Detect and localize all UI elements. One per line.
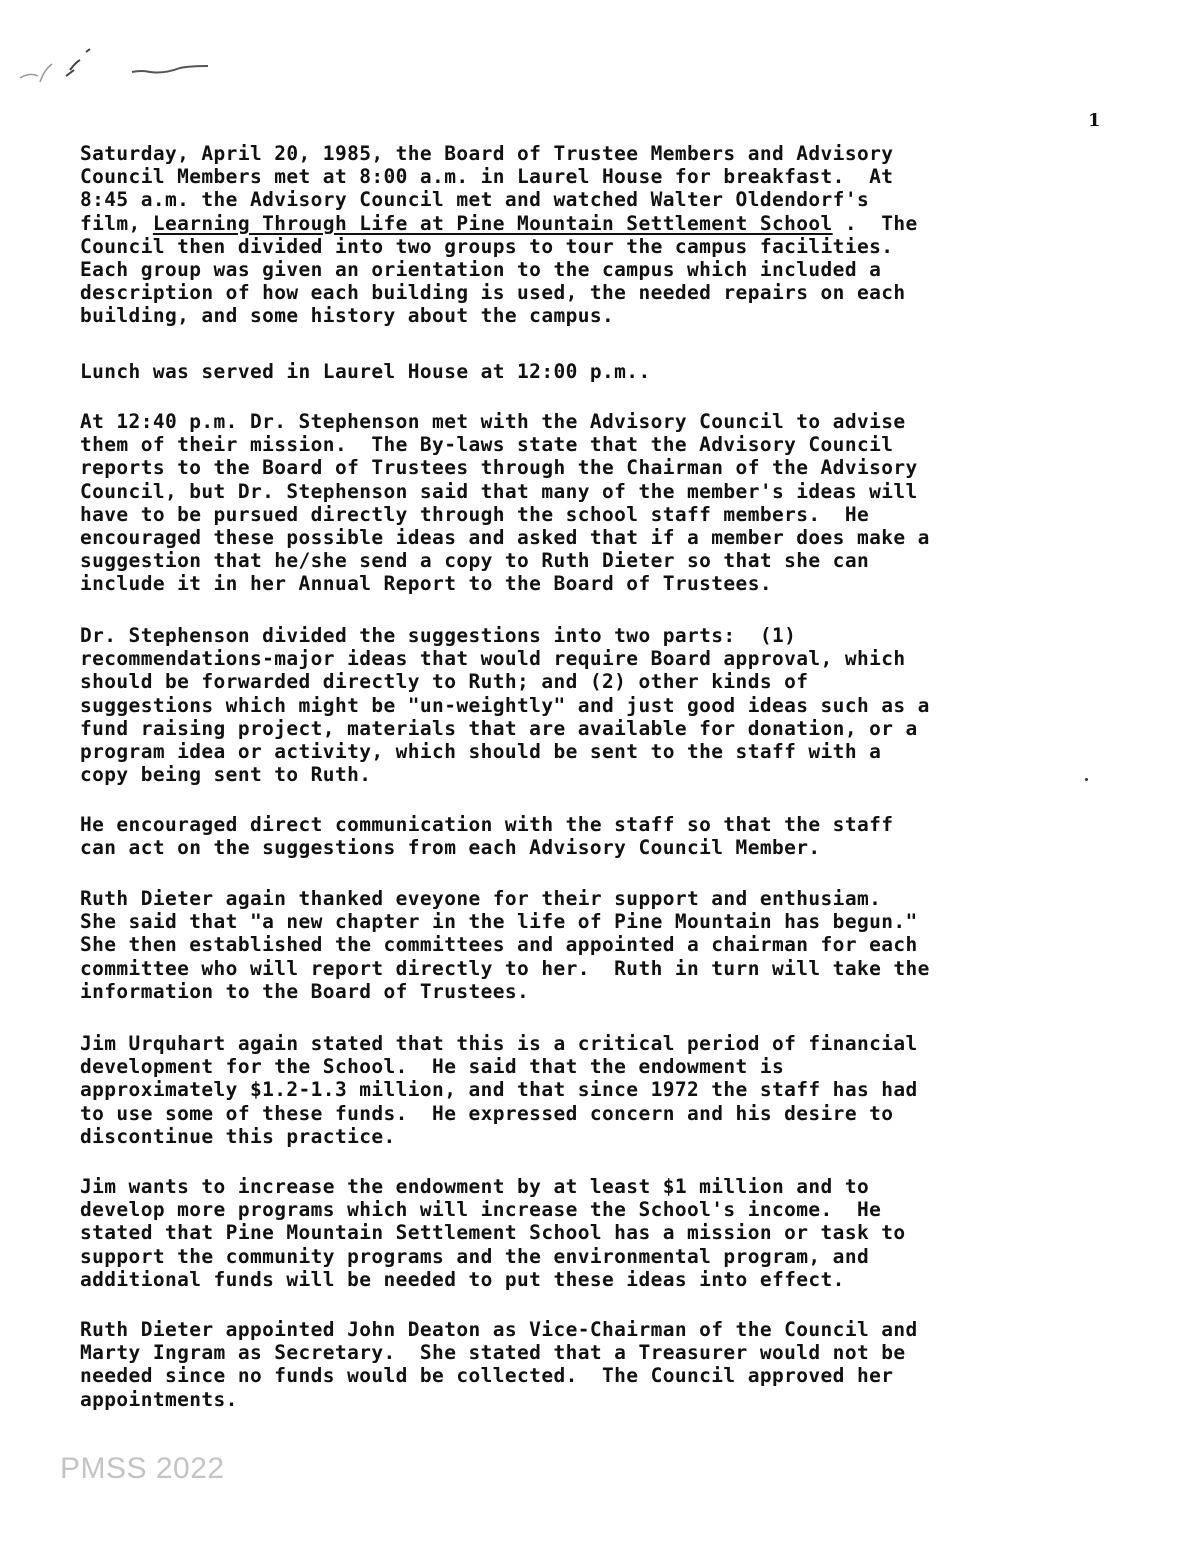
text-line: Jim wants to increase the endowment by at least $1 million and to (80, 1175, 870, 1198)
text-line: to use some of these funds. He expressed concern and his desire to (80, 1101, 894, 1125)
text-line: He encouraged direct communication with the staff so that the staff (80, 813, 894, 836)
text-line: Dr. Stephenson divided the suggestions into two parts: (1) (80, 624, 797, 647)
text-line: recommendations-major ideas that would require Board approval, which (80, 647, 906, 671)
handwritten-scribble (0, 40, 230, 100)
text-line: fund raising project, materials that are available for donation, or a (80, 716, 918, 740)
text-segment: film, (80, 211, 153, 235)
text-line (80, 212, 1100, 235)
text-line: Saturday, April 20, 1985, the Board of Trustee Members and Advisory (80, 142, 894, 165)
text-line: include it in her Annual Report to the Board of Trustees. (80, 572, 772, 596)
paragraph (80, 360, 1100, 383)
paragraph (80, 142, 1100, 328)
text-line: Ruth Dieter appointed John Deaton as Vice-Chairman of the Council and (80, 1318, 918, 1341)
text-line: reports to the Board of Trustees through the Chairman of the Advisory (80, 456, 918, 480)
text-line: Council, but Dr. Stephenson said that many of the member's ideas will (80, 479, 918, 503)
text-line: program idea or activity, which should be sent to the staff with a (80, 740, 882, 764)
text-line: Each group was given an orientation to the campus which included a (80, 258, 882, 282)
paragraph (80, 624, 1100, 786)
text-line: them of their mission. The By-laws state that the Advisory Council (80, 433, 894, 457)
text-line: information to the Board of Trustees. (80, 979, 530, 1003)
text-line: suggestion that he/she send a copy to Ruth Dieter so that she can (80, 549, 870, 573)
text-line: needed since no funds would be collected. The Council approved her (80, 1364, 894, 1388)
text-line: develop more programs which will increase the School's income. He (80, 1198, 882, 1222)
paragraph (80, 1175, 1100, 1291)
text-line: have to be pursued directly through the school staff members. He (80, 502, 870, 526)
text-line: discontinue this practice. (80, 1124, 396, 1148)
text-line: Marty Ingram as Secretary. She stated that a Treasurer would not be (80, 1341, 906, 1365)
text-line: building, and some history about the campus. (80, 304, 615, 328)
watermark: PMSS 2022 (60, 1452, 225, 1485)
text-line: development for the School. He said that the endowment is (80, 1055, 785, 1079)
paragraph (80, 813, 1100, 859)
text-line: suggestions which might be "un-weightly" and just good ideas such as a (80, 693, 930, 717)
text-line: committee who will report directly to her. Ruth in turn will take the (80, 956, 930, 980)
text-line: Ruth Dieter again thanked eveyone for their support and enthusiam. (80, 887, 882, 910)
text-line: stated that Pine Mountain Settlement School has a mission or task to (80, 1221, 906, 1245)
text-line: She said that "a new chapter in the life of Pine Mountain has begun." (80, 910, 918, 934)
text-line: At 12:40 p.m. Dr. Stephenson met with the Advisory Council to advise (80, 410, 906, 433)
text-line: approximately $1.2-1.3 million, and that since 1972 the staff has had (80, 1078, 918, 1102)
paragraph (80, 410, 1100, 596)
text-line: support the community programs and the environmental program, and (80, 1244, 870, 1268)
text-line: Council then divided into two groups to tour the campus facilities. (80, 234, 894, 258)
text-line: 8:45 a.m. the Advisory Council met and watched Walter Oldendorf's (80, 188, 870, 212)
film-title: Learning Through Life at Pine Mountain Settlement School (152, 211, 833, 235)
text-line: copy being sent to Ruth. (80, 763, 372, 787)
text-line: Jim Urquhart again stated that this is a critical period of financial (80, 1032, 918, 1055)
paragraph (80, 1032, 1100, 1148)
text-line: She then established the committees and appointed a chairman for each (80, 933, 918, 957)
page-number: 1 (1088, 110, 1101, 131)
text-line: Lunch was served in Laurel House at 12:00 p.m.. (80, 360, 651, 383)
text-line: appointments. (80, 1387, 238, 1411)
text-line: additional funds will be needed to put these ideas into effect. (80, 1267, 845, 1291)
text-line: description of how each building is used, the needed repairs on each (80, 281, 906, 305)
text-segment: . The (832, 211, 918, 235)
text-line: should be forwarded directly to Ruth; and (2) other kinds of (80, 670, 809, 694)
text-line: can act on the suggestions from each Advisory Council Member. (80, 836, 821, 860)
paragraph (80, 887, 1100, 1003)
text-line: encouraged these possible ideas and asked that if a member does make a (80, 526, 930, 550)
text-line: Council Members met at 8:00 a.m. in Laurel House for breakfast. At (80, 165, 894, 189)
paragraph (80, 1318, 1100, 1411)
